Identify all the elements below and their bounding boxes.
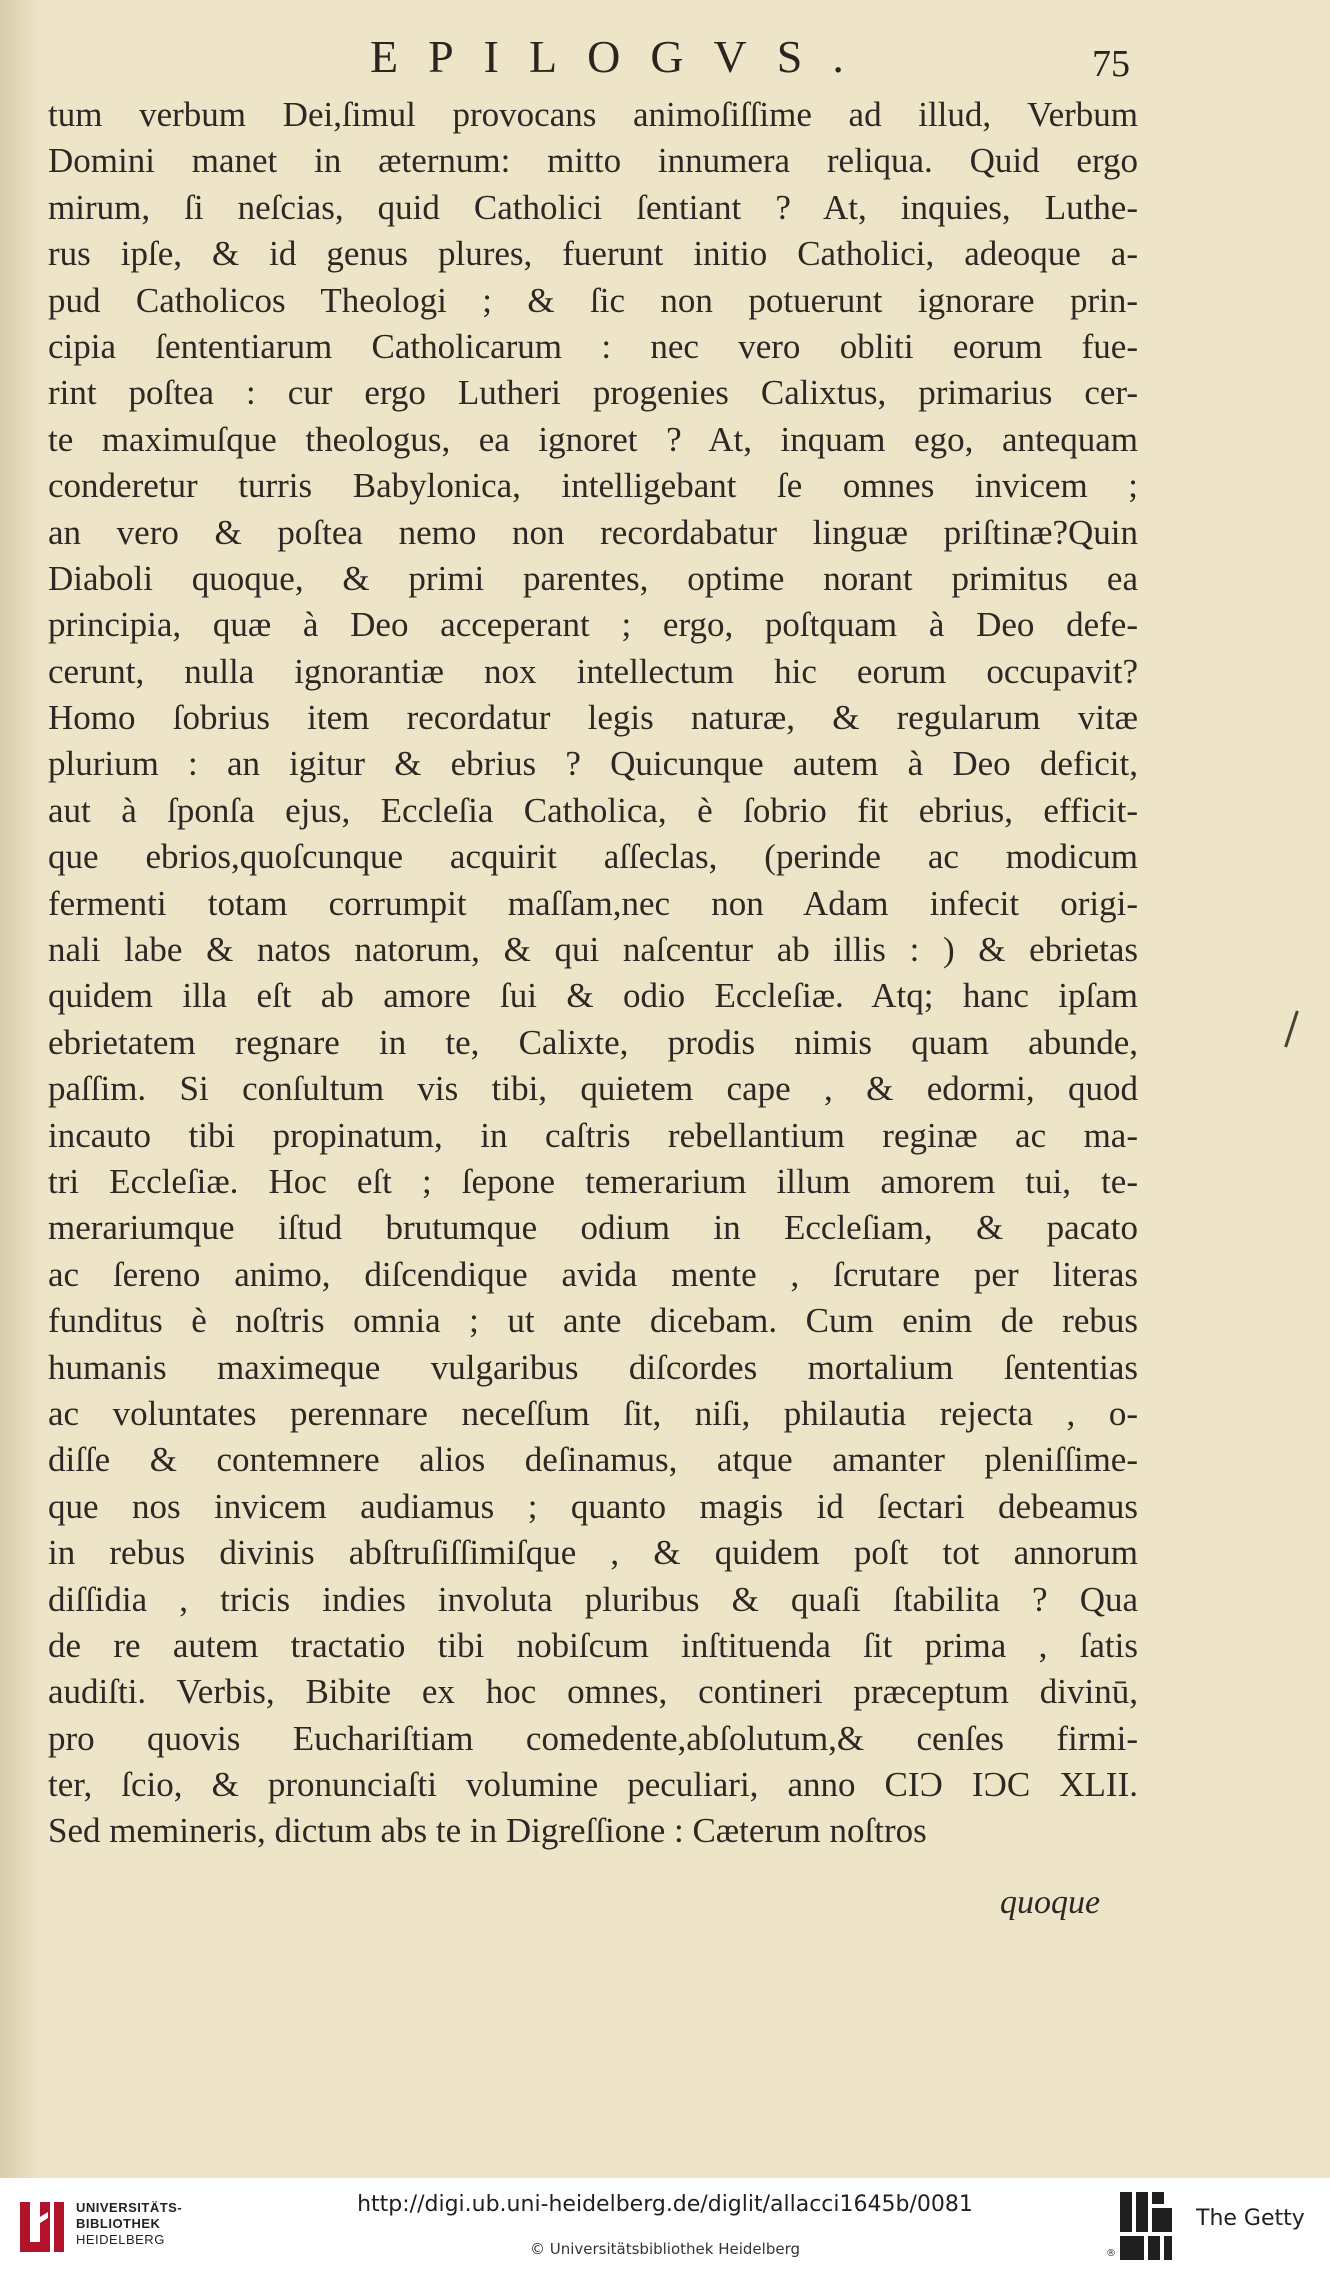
- text-line: funditus è noſtris omnia ; ut ante dicebam. Cum enim de rebus: [48, 1301, 1138, 1341]
- library-name-line: HEIDELBERG: [76, 2232, 165, 2247]
- text-line: cerunt, nulla ignorantiæ nox intellectum hic eorum occupavit?: [48, 651, 1138, 691]
- text-line: Homo ſobrius item recordatur legis naturæ, & regularum vitæ: [48, 698, 1138, 738]
- text-line: diſſe & contemnere alios deſinamus, atque amanter pleniſſime-: [48, 1440, 1138, 1480]
- body-text: [48, 92, 1138, 1855]
- text-line: in rebus divinis abſtruſiſſimiſque , & quidem poſt tot annorum: [48, 1533, 1138, 1573]
- text-line: Sed memineris, dictum abs te in Digreſſione : Cæterum noſtros: [48, 1811, 927, 1851]
- text-line: audiſti. Verbis, Bibite ex hoc omnes, contineri præceptum divinū,: [48, 1672, 1138, 1712]
- text-line: fermenti totam corrumpit maſſam,nec non Adam infecit origi-: [48, 883, 1138, 923]
- text-line: ter, ſcio, & pronunciaſti volumine peculiari, anno CIƆ IƆC XLII.: [48, 1765, 1138, 1805]
- text-line: plurium : an igitur & ebrius ? Quicunque autem à Deo deficit,: [48, 744, 1138, 784]
- text-line: cipia ſententiarum Catholicarum : nec vero obliti eorum fue-: [48, 326, 1138, 366]
- registered-mark: ®: [1106, 2248, 1116, 2259]
- text-line: an vero & poſtea nemo non recordabatur linguæ priſtinæ?Quin: [48, 512, 1138, 552]
- text-line: pro quovis Euchariſtiam comedente,abſolutum,& cenſes firmi-: [48, 1718, 1138, 1758]
- text-line: ac voluntates perennare neceſſum ſit, niſi, philautia rejecta , o-: [48, 1393, 1138, 1433]
- text-line: de re autem tractatio tibi nobiſcum inſtituenda ſit prima , ſatis: [48, 1625, 1138, 1665]
- margin-pencil-mark: [1284, 1010, 1299, 1047]
- text-line: ac ſereno animo, diſcendique avida mente , ſcrutare per literas: [48, 1254, 1138, 1294]
- library-name-line: UNIVERSITÄTS-: [76, 2200, 183, 2215]
- viewer-footer: [0, 2178, 1330, 2274]
- text-line: Diaboli quoque, & primi parentes, optime norant primitus ea: [48, 558, 1138, 598]
- text-line: pud Catholicos Theologi ; & ſic non potuerunt ignorare prin-: [48, 280, 1138, 320]
- partner-name: The Getty: [1196, 2206, 1305, 2231]
- text-line: que ebrios,quoſcunque acquirit aſſeclas, (perinde ac modicum: [48, 837, 1138, 877]
- text-line: quidem illa eſt ab amore ſui & odio Eccleſiæ. Atq; hanc ipſam: [48, 976, 1138, 1016]
- text-line: mirum, ſi neſcias, quid Catholici ſentiant ? At, inquies, Luthe-: [48, 187, 1138, 227]
- catchword: quoque: [1000, 1884, 1101, 1921]
- permalink-url[interactable]: http://digi.ub.uni-heidelberg.de/diglit/allacci1645b/0081: [357, 2192, 973, 2217]
- text-line: tum verbum Dei,ſimul provocans animoſiſſime ad illud, Verbum: [48, 95, 1138, 134]
- running-head: EPILOGVS.: [370, 31, 874, 82]
- text-line: principia, quæ à Deo acceperant ; ergo, poſtquam à Deo defe-: [48, 605, 1138, 645]
- page-number: 75: [1092, 43, 1130, 85]
- text-line: diſſidia , tricis indies involuta pluribus & quaſi ſtabilita ? Qua: [48, 1579, 1138, 1619]
- text-line: te maximuſque theologus, ea ignoret ? At, inquam ego, antequam: [48, 419, 1138, 459]
- text-line: humanis maximeque vulgaribus diſcordes mortalium ſententias: [48, 1347, 1138, 1387]
- text-line: conderetur turris Babylonica, intelligebant ſe omnes invicem ;: [48, 466, 1138, 506]
- text-line: aut à ſponſa ejus, Eccleſia Catholica, è ſobrio fit ebrius, efficit-: [48, 790, 1138, 830]
- text-line: nali labe & natos natorum, & qui naſcentur ab illis : ) & ebrietas: [48, 930, 1138, 970]
- text-line: incauto tibi propinatum, in caſtris rebellantium reginæ ac ma-: [48, 1115, 1138, 1155]
- text-line: merariumque iſtud brutumque odium in Eccleſiam, & pacato: [48, 1208, 1138, 1248]
- text-line: ebrietatem regnare in te, Calixte, prodis nimis quam abunde,: [48, 1022, 1138, 1062]
- text-line: Domini manet in æternum: mitto innumera reliqua. Quid ergo: [48, 141, 1138, 181]
- text-line: que nos invicem audiamus ; quanto magis id ſectari debeamus: [48, 1486, 1138, 1526]
- copyright-notice: © Universitätsbibliothek Heidelberg: [529, 2240, 800, 2258]
- text-line: paſſim. Si conſultum vis tibi, quietem cape , & edormi, quod: [48, 1069, 1138, 1109]
- text-line: tri Eccleſiæ. Hoc eſt ; ſepone temerarium illum amorem tui, te-: [48, 1161, 1138, 1201]
- getty-logo-icon: [1116, 2188, 1176, 2264]
- text-line: rus ipſe, & id genus plures, fuerunt initio Catholici, adeoque a-: [48, 234, 1138, 274]
- library-name-line: BIBLIOTHEK: [76, 2216, 161, 2231]
- text-line: rint poſtea : cur ergo Lutheri progenies Calixtus, primarius cer-: [48, 373, 1138, 413]
- gutter-shadow: [0, 0, 40, 2178]
